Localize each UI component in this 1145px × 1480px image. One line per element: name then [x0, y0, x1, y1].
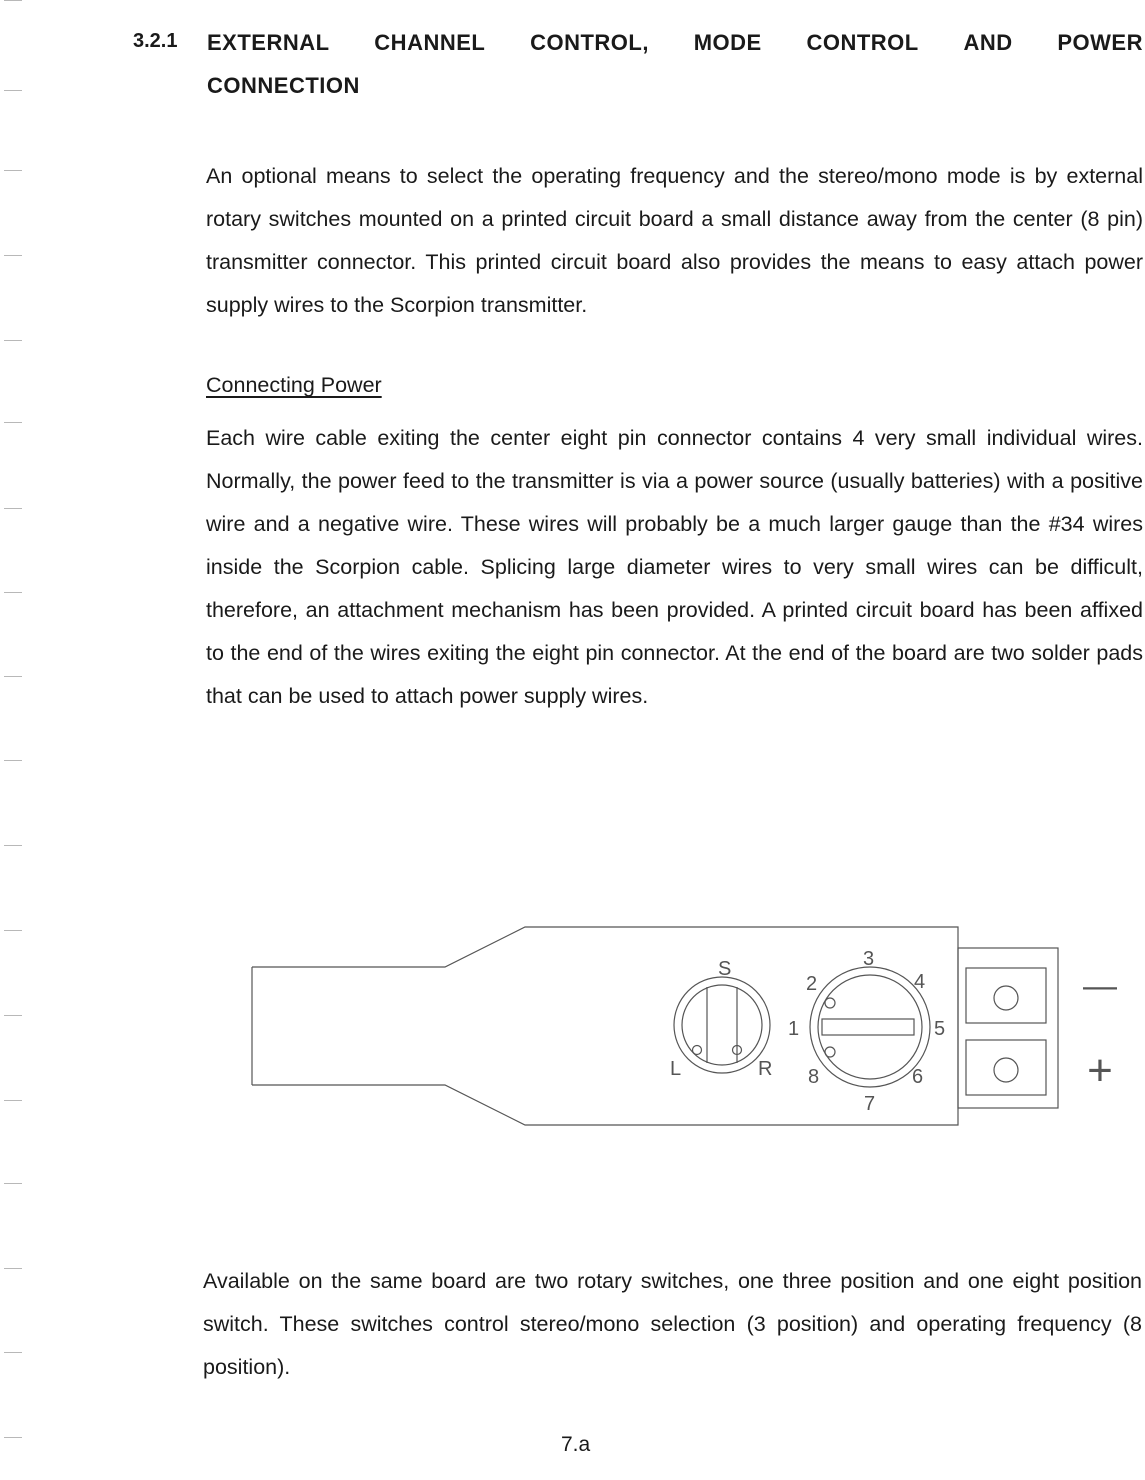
- channel-label: 8: [808, 1066, 820, 1088]
- title-word: EXTERNAL: [207, 30, 330, 55]
- title-word: CONTROL: [806, 30, 919, 55]
- title-word: MODE: [693, 30, 762, 55]
- pad-carrier: [958, 948, 1058, 1108]
- circuit-board-diagram: [230, 915, 1117, 1140]
- page-number: 7.a: [561, 1433, 591, 1456]
- positive-pad-hole: [994, 1058, 1018, 1082]
- channel-label: 5: [934, 1018, 946, 1040]
- mode-label-r: R: [758, 1058, 773, 1080]
- power-paragraph: Each wire cable exiting the center eight pin connector contains 4 very small individual wires. Normally, the power feed to the transmitter is via a power source (usually batteries) with a positive wire and a negative wire. These wires will probably be a much larger gauge than the #34 wires inside the Scorpion cable. Splicing large diameter wires to very small wires can be difficult, therefore, an attachment mechanism has been provided. A printed circuit board has been affixed to the end of the wires exiting the eight pin connector. At the end of the board are two solder pads that can be used to attach power supply wires.: [206, 426, 1143, 708]
- mode-switch: [670, 958, 772, 1080]
- negative-solder-pad: [966, 968, 1046, 1023]
- channel-label: 6: [912, 1066, 924, 1088]
- board-outline: [252, 927, 958, 1125]
- channel-label: 3: [863, 948, 875, 970]
- intro-paragraph: An optional means to select the operating frequency and the stereo/mono mode is by external rotary switches mounted on a printed circuit board a small distance away from the center (8 pin) transmitter connector. This printed circuit board also provides the means to easy attach power supply wires to the Scorpion transmitter.: [206, 164, 1143, 317]
- channel-switch: [788, 948, 945, 1115]
- channel-label: 4: [914, 971, 926, 993]
- title-word: AND: [963, 30, 1013, 55]
- channel-label: 2: [806, 973, 818, 995]
- title-word: POWER: [1057, 30, 1143, 55]
- channel-label: 7: [864, 1093, 876, 1115]
- positive-solder-pad: [966, 1040, 1046, 1095]
- positive-symbol: +: [1087, 1046, 1113, 1095]
- section-number: 3.2.1: [133, 30, 178, 52]
- section-title-line2: CONNECTION: [207, 73, 360, 98]
- mode-label-s: S: [718, 958, 732, 980]
- subheading-connecting-power: Connecting Power: [206, 373, 382, 397]
- switches-paragraph: Available on the same board are two rotary switches, one three position and one eight position switch. These switches control stereo/mono selection (3 position) and operating frequency (8 position).: [203, 1269, 1142, 1379]
- section-title-line1: [207, 30, 1143, 56]
- scan-margin-marks: [0, 0, 30, 1480]
- negative-symbol: —: [1083, 967, 1117, 1005]
- title-word: CHANNEL: [374, 30, 486, 55]
- mode-label-l: L: [670, 1058, 682, 1080]
- channel-label: 1: [788, 1018, 800, 1040]
- title-word: CONTROL,: [530, 30, 649, 55]
- negative-pad-hole: [994, 986, 1018, 1010]
